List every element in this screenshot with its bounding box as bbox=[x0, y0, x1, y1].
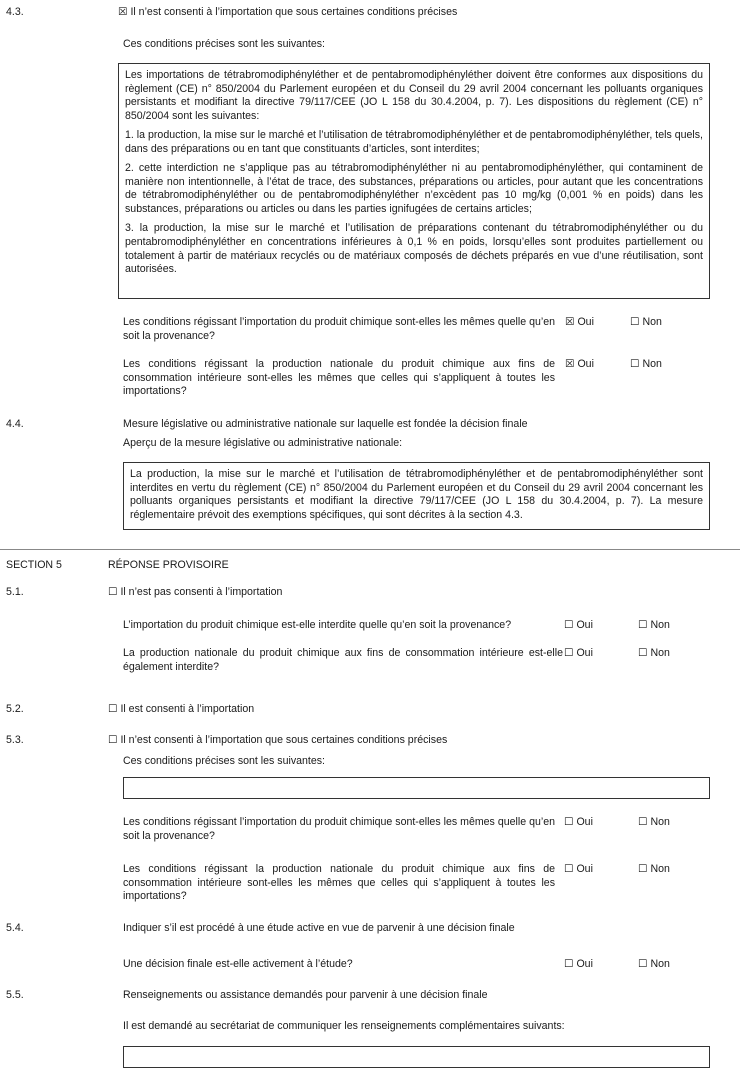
checkbox-non[interactable]: ☐ Non bbox=[638, 647, 670, 659]
heading-5-3: ☐ Il n’est consenti à l’importation que sous certaines conditions précises bbox=[108, 734, 448, 746]
section-number-4-3: 4.3. bbox=[6, 6, 24, 18]
checkbox-oui[interactable]: ☐ Oui bbox=[564, 863, 593, 875]
section-title: RÉPONSE PROVISOIRE bbox=[108, 559, 229, 571]
heading-4-4: Mesure législative ou administrative nationale sur laquelle est fondée la décision finale bbox=[123, 418, 528, 430]
box-paragraph: La production, la mise sur le marché et l’utilisation de tétrabromodiphényléther et de pentabromodiphényléther sont interdites en vertu du règlement (CE) n° 850/2004 du Parlement européen et du Conseil du 29 avril 2004 concernant les polluants organiques persistants et modifiant la directive 79/117/CEE (JO L 158 du 30.4.2004, p. 7). La mesure réglementaire prévoit des exemptions spécifiques, qui sont décrites à la section 4.3. bbox=[130, 468, 703, 521]
checkbox-non[interactable]: ☐ Non bbox=[638, 958, 670, 970]
heading-5-1: ☐ Il n’est pas consenti à l’importation bbox=[108, 586, 283, 598]
section-number-5-3: 5.3. bbox=[6, 734, 24, 746]
question-5-3-1: Les conditions régissant l’importation du produit chimique sont-elles les mêmes quelle qu’en soit la provenance? bbox=[123, 816, 555, 842]
section-number-4-4: 4.4. bbox=[6, 418, 24, 430]
checkbox-non[interactable]: ☐ Non bbox=[630, 316, 662, 328]
question-5-1-2: La production nationale du produit chimique aux fins de consommation intérieure est-elle également interdite? bbox=[123, 647, 563, 673]
checkbox-oui[interactable]: ☐ Oui bbox=[564, 958, 593, 970]
box-paragraph: 3. la production, la mise sur le marché et l’utilisation de préparations contenant du tétrabromodiphényléther ou du pentabromodiphényléther en concentrations inférieures à 0,1 % en poids, lorsqu’elles sont produites partiellement ou totalement à partir de matériaux recyclés ou de matériaux composés de déchets préparés en vue d’une réutilisation, sont autorisées. bbox=[125, 222, 703, 276]
box-paragraph: Les importations de tétrabromodiphényléther et de pentabromodiphényléther doivent être conformes aux dispositions du règlement (CE) n° 850/2004 du Parlement européen et du Conseil du 29 avril 2004 concernant les polluants organiques persistants et modifiant la directive 79/117/CEE (JO L 158 du 30.4.2004, p. 7). Les dispositions du règlement (CE) n° 850/2004 sont les suivantes: bbox=[125, 69, 703, 122]
checkbox-oui[interactable]: ☐ Oui bbox=[564, 647, 593, 659]
heading-5-5: Renseignements ou assistance demandés pour parvenir à une décision finale bbox=[123, 989, 488, 1001]
checkbox-non[interactable]: ☐ Non bbox=[638, 816, 670, 828]
box-paragraph: 1. la production, la mise sur le marché et l’utilisation de tétrabromodiphényléther et de pentabromodiphényléther, tels quels, dans des préparations ou en tant que constituants d’articles, sont interdites; bbox=[125, 129, 703, 155]
checkbox-non[interactable]: ☐ Non bbox=[638, 863, 670, 875]
intro-4-4: Aperçu de la mesure législative ou administrative nationale: bbox=[123, 437, 403, 449]
section-label: SECTION 5 bbox=[6, 559, 62, 571]
checkbox-non[interactable]: ☐ Non bbox=[638, 619, 670, 631]
question-4-3-1: Les conditions régissant l’importation du produit chimique sont-elles les mêmes quelle qu’en soit la provenance? bbox=[123, 316, 555, 342]
conditions-box-4-3 bbox=[118, 63, 710, 299]
intro-5-5: Il est demandé au secrétariat de communiquer les renseignements complémentaires suivants: bbox=[123, 1020, 565, 1032]
checkbox-oui[interactable]: ☐ Oui bbox=[564, 619, 593, 631]
heading-4-3: ☒ Il n’est consenti à l’importation que sous certaines conditions précises bbox=[118, 6, 458, 18]
question-5-3-2: Les conditions régissant la production nationale du produit chimique aux fins de consommation intérieure sont-elles les mêmes que celles qui s’appliquent à toutes les importations? bbox=[123, 863, 555, 903]
section-number-5-1: 5.1. bbox=[6, 586, 24, 598]
checkbox-oui[interactable]: ☒ Oui bbox=[565, 316, 594, 328]
section-divider bbox=[0, 549, 740, 550]
measure-box-4-4 bbox=[123, 462, 710, 530]
heading-5-2: ☐ Il est consenti à l’importation bbox=[108, 703, 255, 715]
box-paragraph: 2. cette interdiction ne s’applique pas au tétrabromodiphényléther ni au pentabromodiphényléther, qui contaminent de manière non intentionnelle, à l’état de trace, des substances, préparations ou articles, pour autant que les concentrations de tétrabromodiphényléther ou de pentabromodiphényléther n’excèdent pas 10 mg/kg (0,001 % en poids) dans les substances, préparations ou articles ou dans les parties ignifugées de certains articles; bbox=[125, 162, 703, 215]
intro-5-3: Ces conditions précises sont les suivantes: bbox=[123, 755, 325, 767]
section-number-5-2: 5.2. bbox=[6, 703, 24, 715]
question-5-4-1: Une décision finale est-elle activement à l’étude? bbox=[123, 958, 353, 970]
intro-4-3: Ces conditions précises sont les suivantes: bbox=[123, 38, 325, 50]
conditions-input-5-3[interactable] bbox=[123, 777, 710, 799]
checkbox-oui[interactable]: ☐ Oui bbox=[564, 816, 593, 828]
section-number-5-4: 5.4. bbox=[6, 922, 24, 934]
question-5-1-1: L’importation du produit chimique est-elle interdite quelle qu’en soit la provenance? bbox=[123, 619, 512, 631]
question-4-3-2: Les conditions régissant la production nationale du produit chimique aux fins de consommation intérieure sont-elles les mêmes que celles qui s’appliquent à toutes les importations? bbox=[123, 358, 555, 398]
checkbox-oui[interactable]: ☒ Oui bbox=[565, 358, 594, 370]
heading-5-4: Indiquer s’il est procédé à une étude active en vue de parvenir à une décision finale bbox=[123, 922, 515, 934]
information-input-5-5[interactable] bbox=[123, 1046, 710, 1068]
section-number-5-5: 5.5. bbox=[6, 989, 24, 1001]
checkbox-non[interactable]: ☐ Non bbox=[630, 358, 662, 370]
